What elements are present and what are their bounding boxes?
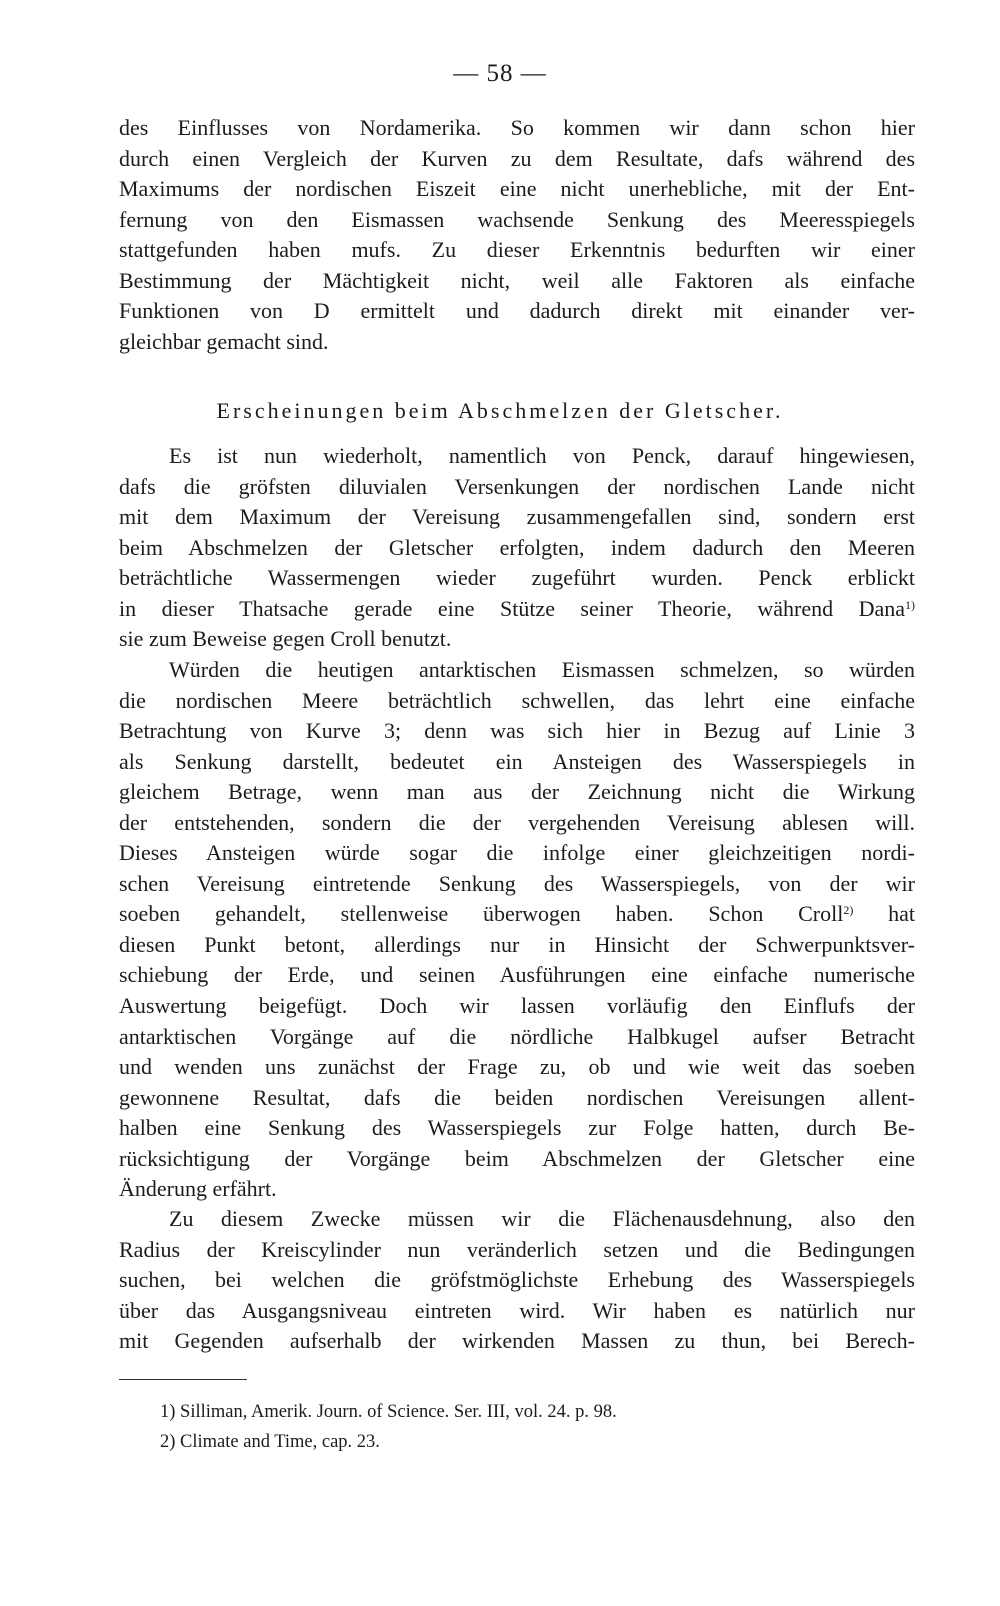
text-line: beim Abschmelzen der Gletscher erfolgten, indem dadurch den Meeren — [119, 534, 915, 560]
text-line: Änderung erfährt. — [119, 1176, 277, 1202]
text-line: fernung von den Eismassen wachsende Senkung des Meeresspiegels — [119, 206, 915, 232]
footnote-marker: 2) — [843, 903, 854, 918]
text-line: sie zum Beweise gegen Croll benutzt. — [119, 626, 452, 652]
text-line: gleichbar gemacht sind. — [119, 328, 329, 354]
text-line: Auswertung beigefügt. Doch wir lassen vorläufig den Einflufs der — [119, 993, 915, 1019]
text-line: Bestimmung der Mächtigkeit nicht, weil alle Faktoren als einfache — [119, 267, 915, 293]
text-line: Zu diesem Zwecke müssen wir die Flächenausdehnung, also den — [169, 1206, 915, 1231]
text-line: Funktionen von D ermittelt und dadurch direkt mit einander ver- — [119, 298, 915, 324]
paragraph-1 — [119, 113, 915, 357]
text-line-end: hat — [888, 901, 916, 927]
footnotes — [160, 1397, 617, 1457]
text-line: der entstehenden, sondern die der vergehenden Vereisung ablesen will. — [119, 809, 915, 835]
footnote — [160, 1397, 617, 1427]
text-line: suchen, bei welchen die gröfstmöglichste Erhebung des Wasserspiegels — [119, 1267, 915, 1293]
text-line: Dieses Ansteigen würde sogar die infolge einer gleichzeitigen nordi- — [119, 840, 915, 866]
text-line: und wenden uns zunächst der Frage zu, ob und wie weit das soeben — [119, 1054, 915, 1080]
text-line: dafs die gröfsten diluvialen Versenkungen der nordischen Lande nicht — [119, 473, 915, 499]
footnote-text: Climate and Time, cap. 23. — [180, 1432, 380, 1452]
section-heading: Erscheinungen beim Abschmelzen der Gletscher. — [216, 398, 784, 423]
text-line: Würden die heutigen antarktischen Eismassen schmelzen, so würden — [169, 657, 915, 682]
text-line-content: soeben gehandelt, stellenweise überwogen haben. Schon Croll — [119, 901, 844, 927]
text-line: rücksichtigung der Vorgänge beim Abschmelzen der Gletscher eine — [119, 1145, 915, 1171]
text-line: antarktischen Vorgänge auf die nördliche Halbkugel aufser Betracht — [119, 1023, 915, 1049]
footnote-marker: 1) — [905, 597, 915, 612]
text-line: Es ist nun wiederholt, namentlich von Penck, darauf hingewiesen, — [169, 443, 915, 468]
footnote — [160, 1427, 617, 1457]
paragraph-4 — [119, 1204, 915, 1357]
footnote-marker: 1) — [160, 1402, 176, 1422]
footnote-divider — [119, 1379, 247, 1380]
text-line: Radius der Kreiscylinder nun veränderlich setzen und die Bedingungen — [119, 1236, 915, 1262]
text-line: schen Vereisung eintretende Senkung des Wasserspiegels, von der wir — [119, 870, 915, 896]
text-line: durch einen Vergleich der Kurven zu dem Resultate, dafs während des — [119, 145, 915, 171]
text-line: beträchtliche Wassermengen wieder zugeführt wurden. Penck erblickt — [119, 565, 915, 591]
text-line: halben eine Senkung des Wasserspiegels zur Folge hatten, durch Be- — [119, 1115, 915, 1141]
text-line — [119, 594, 915, 625]
text-line-content: in dieser Thatsache gerade eine Stütze seiner Theorie, während Dana — [119, 595, 905, 621]
text-line: diesen Punkt betont, allerdings nur in Hinsicht der Schwerpunktsver- — [119, 931, 915, 957]
text-line: mit dem Maximum der Vereisung zusammengefallen sind, sondern erst — [119, 504, 915, 530]
text-line: Maximums der nordischen Eiszeit eine nicht unerhebliche, mit der Ent- — [119, 176, 915, 202]
paragraph-2 — [119, 441, 915, 655]
text-line: über das Ausgangsniveau eintreten wird. Wir haben es natürlich nur — [119, 1297, 915, 1323]
text-line: mit Gegenden aufserhalb der wirkenden Massen zu thun, bei Berech- — [119, 1328, 915, 1354]
text-line: stattgefunden haben mufs. Zu dieser Erkenntnis bedurften wir einer — [119, 237, 915, 263]
text-line: gewonnene Resultat, dafs die beiden nordischen Vereisungen allent- — [119, 1084, 915, 1110]
text-line: schiebung der Erde, und seinen Ausführungen eine einfache numerische — [119, 962, 915, 988]
page-number: — 58 — — [453, 60, 547, 87]
text-line: als Senkung darstellt, bedeutet ein Ansteigen des Wasserspiegels in — [119, 748, 915, 774]
text-line: Betrachtung von Kurve 3; denn was sich hier in Bezug auf Linie 3 — [119, 718, 915, 744]
footnote-text: Silliman, Amerik. Journ. of Science. Ser. III, vol. 24. p. 98. — [180, 1402, 617, 1422]
text-line — [119, 899, 915, 930]
text-line: gleichem Betrage, wenn man aus der Zeichnung nicht die Wirkung — [119, 779, 915, 805]
footnote-marker: 2) — [160, 1432, 176, 1452]
text-line: die nordischen Meere beträchtlich schwellen, das lehrt eine einfache — [119, 687, 915, 713]
paragraph-3 — [119, 655, 915, 1205]
text-line: des Einflusses von Nordamerika. So kommen wir dann schon hier — [119, 115, 915, 140]
